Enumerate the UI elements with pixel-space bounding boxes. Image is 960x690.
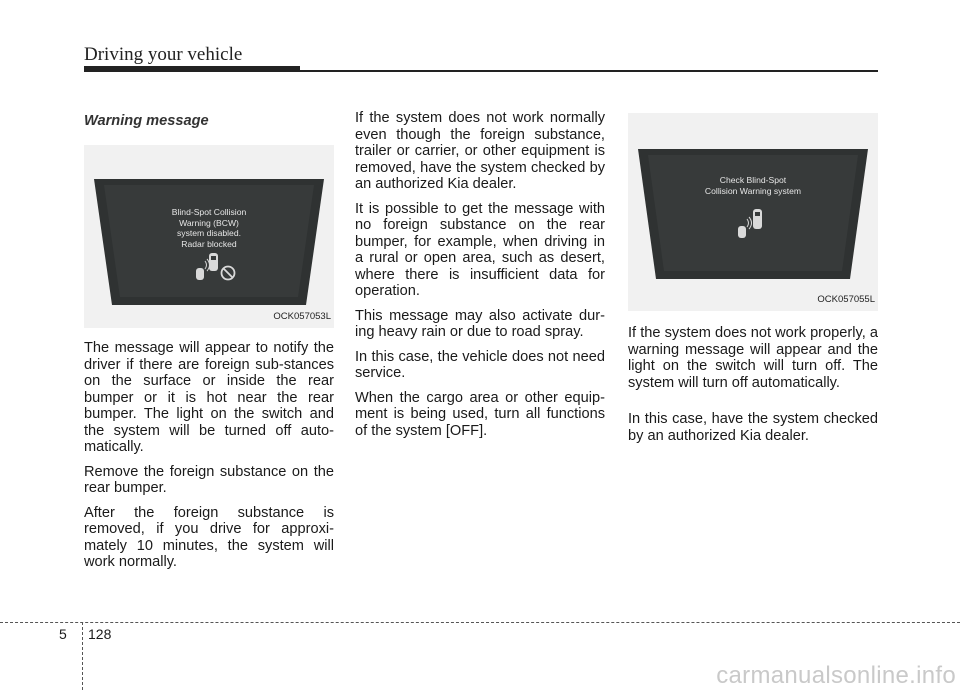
screen-message: Check Blind-Spot Collision Warning system bbox=[704, 175, 802, 196]
watermark: carmanualsonline.info bbox=[716, 662, 956, 689]
cluster-display-illustration bbox=[628, 113, 878, 311]
column-3 bbox=[628, 113, 878, 452]
header-rule-thick bbox=[84, 66, 300, 72]
paragraph: When the cargo area or other equip-ment is being used, turn all functions of the system [OFF]. bbox=[355, 389, 605, 439]
figure-code: OCK057053L bbox=[273, 310, 331, 322]
paragraph: This message may also activate dur-ing heavy rain or due to road spray. bbox=[355, 307, 605, 340]
paragraph: The message will appear to notify the driver if there are foreign sub-stances on the surface or inside the rear bumper or it is hot near the rear bumper. The light on the switch and the system will be turned off auto-matically. bbox=[84, 340, 334, 455]
footer-rule bbox=[0, 622, 960, 623]
paragraph: If the system does not work normally even though the foreign substance, trailer or carrier, or other equipment is removed, have the system checked by an authorized Kia dealer. bbox=[355, 110, 605, 192]
header-title: Driving your vehicle bbox=[84, 44, 243, 65]
figure-code: OCK057055L bbox=[817, 293, 875, 305]
header-rule-thin bbox=[300, 70, 878, 72]
figure-check-system bbox=[628, 113, 878, 311]
section-heading: Warning message bbox=[84, 113, 209, 129]
paragraph: In this case, the vehicle does not need service. bbox=[355, 348, 605, 381]
paragraph: It is possible to get the message with no foreign substance on the rear bumper, for example, when driving in a rural or open area, such as desert, where there is insufficient data for operation. bbox=[355, 200, 605, 299]
column-2 bbox=[355, 110, 605, 447]
chapter-number: 5 bbox=[59, 626, 67, 642]
column-1 bbox=[84, 110, 334, 579]
footer-divider bbox=[82, 622, 83, 690]
paragraph: In this case, have the system checked by an authorized Kia dealer. bbox=[628, 411, 878, 444]
paragraph: If the system does not work properly, a warning message will appear and the light on the switch will turn off. The system will turn off automatically. bbox=[628, 325, 878, 391]
figure-radar-blocked bbox=[84, 145, 334, 328]
paragraph: After the foreign substance is removed, if you drive for approxi-mately 10 minutes, the system will work normally. bbox=[84, 504, 334, 570]
page-number: 128 bbox=[88, 626, 112, 642]
screen-message: Blind-Spot Collision Warning (BCW) system disabled. Radar blocked bbox=[171, 207, 247, 249]
paragraph: Remove the foreign substance on the rear bumper. bbox=[84, 463, 334, 496]
